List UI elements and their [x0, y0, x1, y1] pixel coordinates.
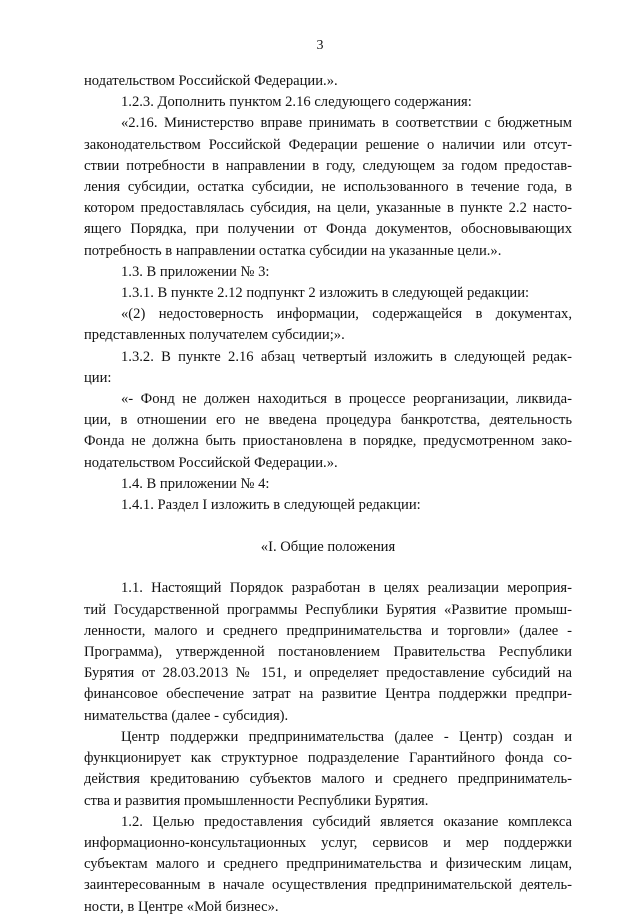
paragraph: [84, 113, 572, 261]
text-line: Бурятия от 28.03.2013 № 151, и определяет предоставление субсидий на: [84, 665, 572, 682]
text-line: котором предоставлялась субсидия, на цели, указанные в пункте 2.2 насто-: [84, 200, 572, 217]
page-number: 3: [316, 38, 324, 53]
text-line: «2.16. Министерство вправе принимать в соответствии с бюджетным: [121, 115, 572, 132]
text-line: ности, в Центре «Мой бизнес».: [84, 898, 279, 915]
text-line: 1.3. В приложении № 3:: [121, 263, 270, 280]
text-line: функционирует как структурное подразделение Гарантийного фонда со-: [84, 750, 572, 767]
text-line: 1.4. В приложении № 4:: [121, 475, 270, 492]
text-line: «(2) недостоверность информации, содержащейся в документах,: [121, 306, 572, 323]
text-line: нодательством Российской Федерации.».: [84, 73, 338, 89]
paragraph: [84, 283, 572, 304]
text-line: законодательством Российской Федерации решение о наличии или отсут-: [84, 136, 572, 153]
section-title: «I. Общие положения: [260, 539, 396, 556]
text-line: 1.2. Целью предоставления субсидий является оказание комплекса: [121, 813, 572, 830]
text-line: представленных получателем субсидии;».: [84, 327, 345, 344]
paragraphs-before: [84, 71, 572, 516]
paragraph: [84, 727, 572, 812]
text-line: нодательством Российской Федерации.».: [84, 454, 338, 471]
text-line: нимательства (далее - субсидия).: [84, 707, 289, 724]
text-line: 1.4.1. Раздел I изложить в следующей редакции:: [121, 497, 421, 514]
paragraph: [84, 71, 572, 92]
text-line: «- Фонд не должен находиться в процессе реорганизации, ликвида-: [121, 391, 572, 408]
paragraph: [84, 262, 572, 283]
paragraph: [84, 347, 572, 389]
text-line: информационно-консультационных услуг, сервисов и мер поддержки: [84, 834, 572, 851]
text-line: ции:: [84, 369, 112, 386]
paragraph: [84, 92, 572, 113]
text-line: Программа), утвержденной постановлением Правительства Республики: [84, 644, 572, 661]
text-line: ции, в отношении его не введена процедура банкротства, деятельность: [84, 412, 572, 429]
text-line: ящего Порядка, при получении от Фонда документов, обосновывающих: [84, 221, 572, 238]
paragraph: [84, 389, 572, 474]
text-line: действия кредитованию субъектов малого и среднего предприниматель-: [84, 771, 572, 788]
paragraph: [84, 474, 572, 495]
text-line: ления субсидии, остатка субсидии, не использованного в течение года, в: [84, 179, 572, 196]
text-line: ствии потребности в направлении в году, следующем за годом предостав-: [84, 157, 572, 174]
text-line: ства и развития промышленности Республики Бурятия.: [84, 792, 429, 809]
paragraph: [84, 578, 572, 726]
text-line: Центр поддержки предпринимательства (далее - Центр) создан и: [121, 728, 572, 745]
text-line: 1.3.2. В пункте 2.16 абзац четвертый изложить в следующей редак-: [121, 348, 572, 365]
text-line: 1.3.1. В пункте 2.12 подпункт 2 изложить в следующей редакции:: [121, 285, 530, 302]
text-line: Фонда не должна быть приостановлена в порядке, предусмотренном зако-: [84, 433, 572, 450]
text-line: тий Государственной программы Республики Бурятия «Развитие промыш-: [84, 601, 572, 618]
paragraph: [84, 495, 572, 516]
text-line: финансовое обеспечение затрат на развитие Центра поддержки предпри-: [84, 686, 572, 703]
text-line: ленности, малого и среднего предпринимательства и торговли» (далее -: [84, 622, 572, 639]
text-line: потребность в направлении остатка субсидии на указанные цели.».: [84, 242, 502, 259]
text-line: субъектам малого и среднего предпринимательства и физическим лицам,: [84, 856, 572, 873]
document-body: [84, 71, 572, 918]
paragraphs-after: [84, 578, 572, 917]
text-line: заинтересованным в начале осуществления предпринимательской деятель-: [84, 877, 572, 894]
paragraph: [84, 304, 572, 346]
text-line: 1.2.3. Дополнить пунктом 2.16 следующего содержания:: [121, 94, 472, 111]
text-line: 1.1. Настоящий Порядок разработан в целях реализации мероприя-: [121, 580, 572, 597]
paragraph: [84, 812, 572, 918]
